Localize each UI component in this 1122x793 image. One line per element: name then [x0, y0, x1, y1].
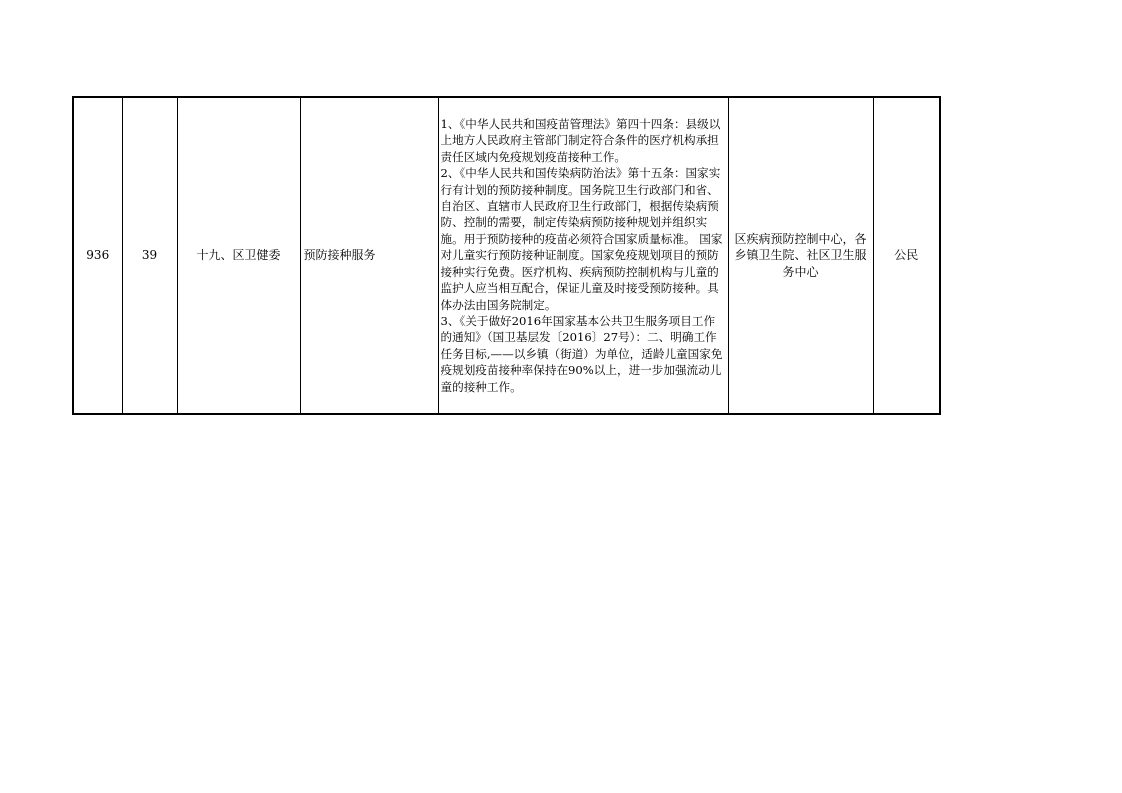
- legal-basis-paragraph-2: 2、《中华人民共和国传染病防治法》第十五条：国家实行有计划的预防接种制度。国务院卫生行政部门和省、自治区、直辖市人民政府卫生行政部门，根据传染病预防、控制的需要，制定传染病预防接种规划并组织实施。用于预防接种的疫苗必须符合国家质量标准。 国家对儿童实行预防接种证制度。国家免疫规划项目的预防接种实行免费。医疗机构、疾病预防控制机构与儿童的监护人应当相互配合，保证儿童及时接受预防接种。具体办法由国务院制定。: [440, 166, 723, 312]
- legal-basis-cell: [438, 97, 728, 414]
- sub-serial-number-cell: 39: [122, 97, 177, 414]
- department-cell: 十九、区卫健委: [177, 97, 300, 414]
- table-row: [73, 97, 940, 414]
- serial-number-cell: 936: [73, 97, 122, 414]
- service-list-table: [72, 96, 941, 415]
- implementing-units-cell: 区疾病预防控制中心，各乡镇卫生院、社区卫生服务中心: [728, 97, 873, 414]
- legal-basis-paragraph-3: 3、《关于做好2016年国家基本公共卫生服务项目工作的通知》（国卫基层发〔2016〕27号）：二、明确工作任务目标,——以乡镇（街道）为单位，适龄儿童国家免疫规划疫苗接种率保持在90%以上，进一步加强流动儿童的接种工作。: [440, 313, 723, 394]
- legal-basis-paragraph-1: 1、《中华人民共和国疫苗管理法》第四十四条：县级以上地方人民政府主管部门制定符合条件的医疗机构承担责任区域内免疫规划疫苗接种工作。: [440, 117, 721, 164]
- item-name-cell: 预防接种服务: [300, 97, 438, 414]
- service-object-cell: 公民: [873, 97, 940, 414]
